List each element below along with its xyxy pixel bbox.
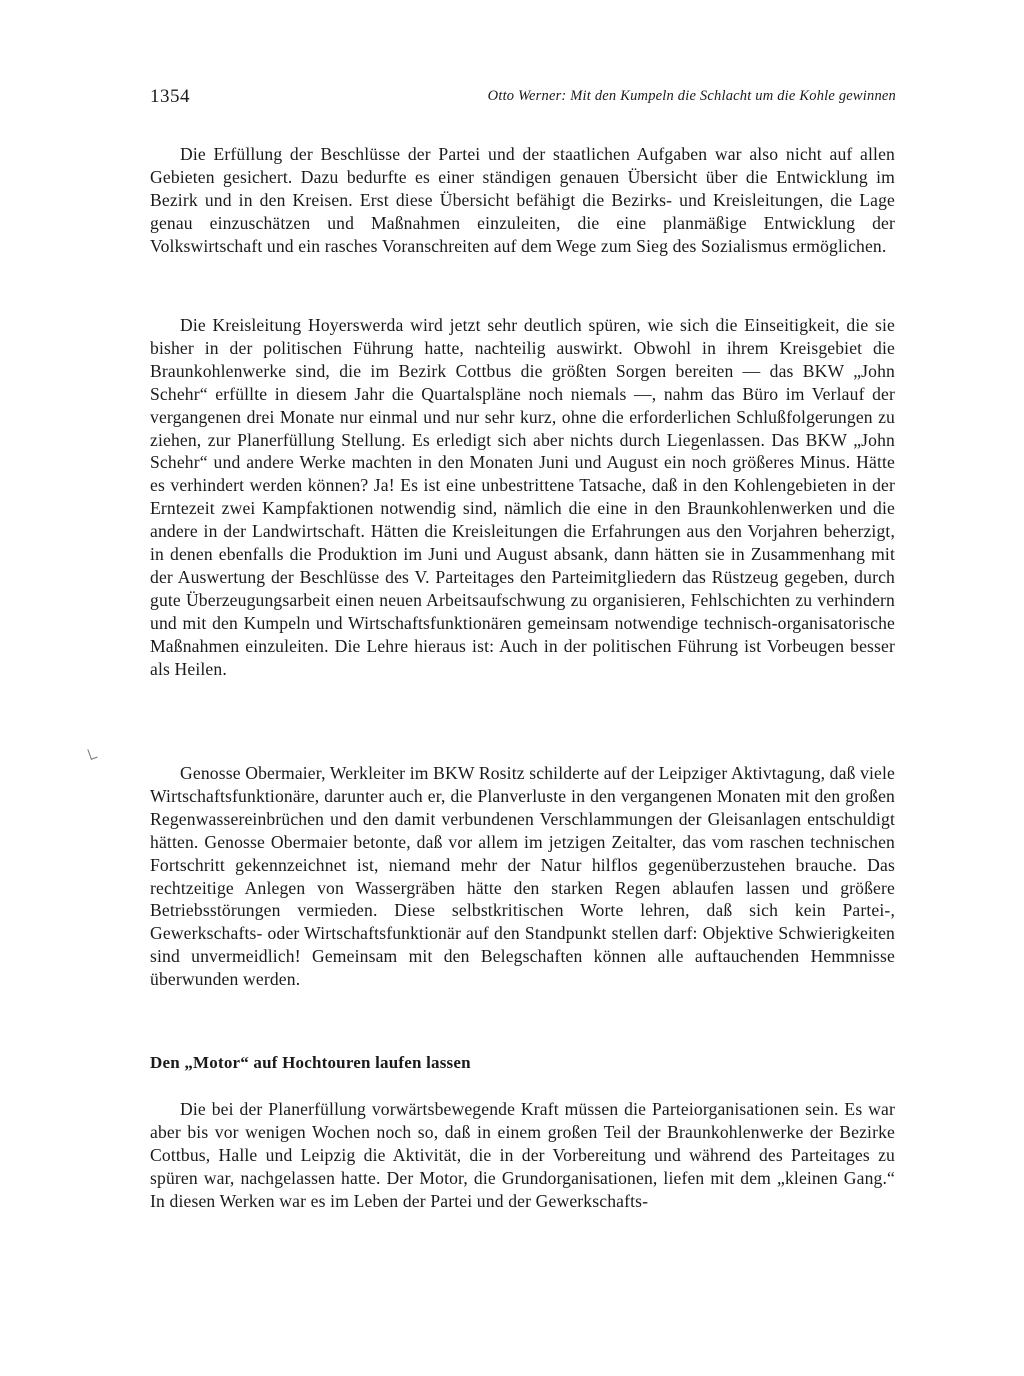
paragraph-4-block	[150, 1098, 895, 1213]
page-header	[150, 86, 896, 112]
paragraph-2: Die Kreisleitung Hoyerswerda wird jetzt sehr deutlich spüren, wie sich die Einseitigkeit, die sie bisher in der politischen Führung hatte, nachteilig auswirkt. Obwohl in ihrem Kreisgebiet die Braunkohlenwerke sind, die im Bezirk Cottbus die größten Sorgen bereiten — das BKW „John Schehr“ erfüllte in diesem Jahr die Quartalspläne noch niemals —, nahm das Büro im Verlauf der vergangenen drei Monate nur einmal und nur sehr kurz, ohne die erforderlichen Schlußfolgerungen zu ziehen, zur Planerfüllung Stellung. Es erledigt sich aber nichts durch Liegenlassen. Das BKW „John Schehr“ und andere Werke machten in den Monaten Juni und August ein noch größeres Minus. Hätte es verhindert werden können? Ja! Es ist eine unbestrittene Tatsache, daß in den Kohlengebieten in der Erntezeit zwei Kampfaktionen notwendig sind, nämlich die eine in den Braunkohlenwerken und die andere in der Landwirtschaft. Hätten die Kreisleitungen die Erfahrungen aus den Vorjahren beherzigt, in denen ebenfalls die Produktion im Juni und August absank, dann hätten sie in Zusammenhang mit der Auswertung der Beschlüsse des V. Parteitages den Parteimitgliedern das Rüstzeug gegeben, durch gute Überzeugungsarbeit einen neuen Arbeitsaufschwung zu organisieren, Fehlschichten zu verhindern und mit den Kumpeln und Wirtschaftsfunktionären gemeinsam notwendige technisch-organisatorische Maßnahmen einzuleiten. Die Lehre hieraus ist: Auch in der politischen Führung ist Vorbeugen besser als Heilen.	[150, 315, 895, 679]
paragraph-3: Genosse Obermaier, Werkleiter im BKW Rositz schilderte auf der Leipziger Aktivtagung, daß viele Wirtschaftsfunktionäre, darunter auch er, die Planverluste in den vergangenen Monaten mit den großen Regenwassereinbrüchen und den damit verbundenen Verschlammungen der Gleisanlagen entschuldigt hätten. Genosse Obermaier betonte, daß vor allem im jetzigen Zeitalter, das vom raschen technischen Fortschritt gekennzeichnet ist, niemand mehr der Natur hilflos gegenüberzustehen brauche. Das rechtzeitige Anlegen von Wassergräben hätte den starken Regen ablaufen lassen und größere Betriebsstörungen vermieden. Diese selbstkritischen Worte lehren, daß sich kein Partei-, Gewerkschafts- oder Wirtschaftsfunktionär auf den Standpunkt stellen darf: Objektive Schwierigkeiten sind unvermeidlich! Gemeinsam mit den Belegschaften können alle auftauchenden Hemmnisse überwunden werden.	[150, 763, 896, 990]
running-title: Otto Werner: Mit den Kumpeln die Schlacht um die Kohle gewinnen	[487, 88, 896, 104]
paragraph-3-block	[150, 762, 895, 991]
paragraph-1-block	[150, 143, 895, 258]
section-heading: Den „Motor“ auf Hochtouren laufen lassen	[150, 1053, 471, 1072]
paragraph-4: Die bei der Planerfüllung vorwärtsbewegende Kraft müssen die Parteiorganisationen sein. Es war aber bis vor wenigen Wochen noch so, daß in einem großen Teil der Braunkohlenwerke der Bezirke Cottbus, Halle und Leipzig die Aktivität, die in der Vorbereitung und während des Parteitages zu spüren war, nachgelassen hatte. Der Motor, die Grundorganisationen, liefen mit dem „kleinen Gang.“ In diesen Werken war es im Leben der Partei und der Gewerkschafts-	[150, 1099, 895, 1211]
margin-pencil-mark	[87, 747, 97, 760]
paragraph-1: Die Erfüllung der Beschlüsse der Partei und der staatlichen Aufgaben war also nicht auf allen Gebieten gesichert. Dazu bedurfte es einer ständigen genauen Übersicht über die Entwicklung im Bezirk und in den Kreisen. Erst diese Übersicht befähigt die Bezirks- und Kreisleitungen, die Lage genau einzuschätzen und Maßnahmen einzuleiten, die eine planmäßige Entwicklung der Volkswirtschaft und ein rasches Voranschreiten auf dem Wege zum Sieg des Sozialismus ermöglichen.	[150, 144, 895, 256]
page-number: 1354	[150, 86, 190, 107]
paragraph-2-block	[150, 314, 895, 681]
